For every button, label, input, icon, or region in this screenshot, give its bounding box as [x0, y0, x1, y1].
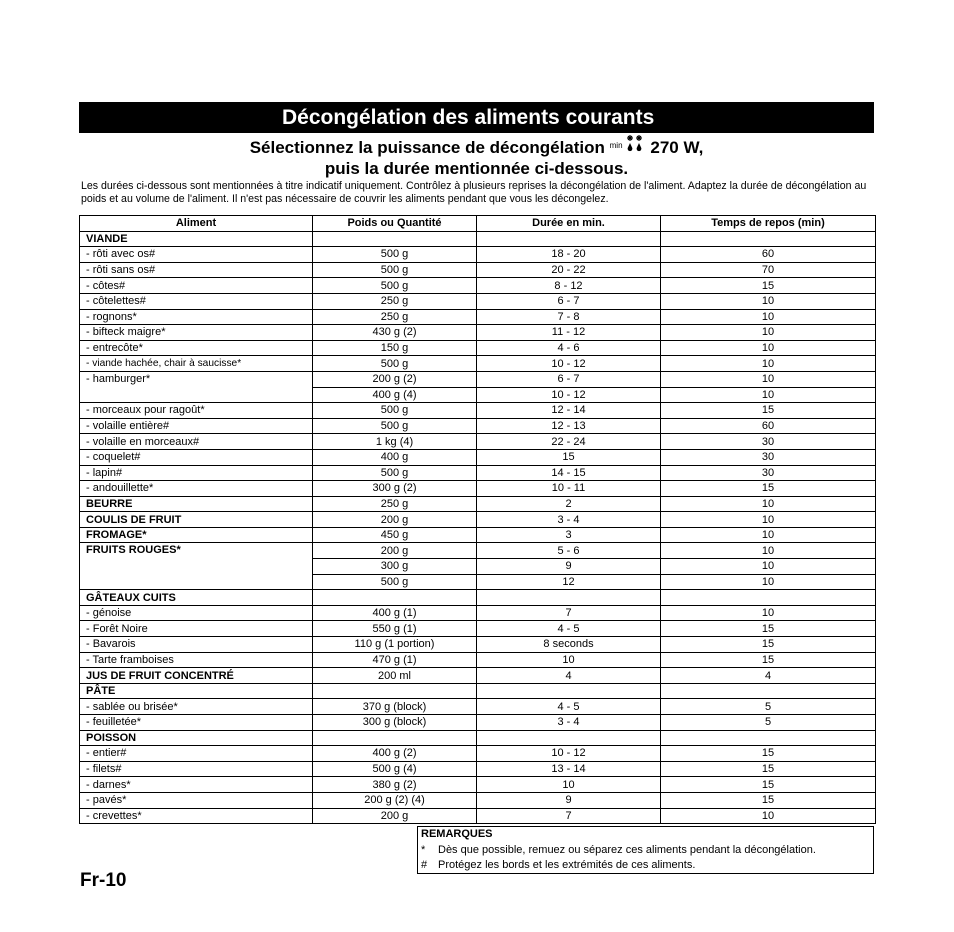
cell-quantity: 200 ml: [313, 668, 477, 684]
cell-quantity: [313, 231, 477, 247]
cell-food: - côtes#: [80, 278, 313, 294]
cell-food: - coquelet#: [80, 449, 313, 465]
cell-quantity: 370 g (block): [313, 699, 477, 715]
cell-quantity: 110 g (1 portion): [313, 637, 477, 653]
cell-food: - Forêt Noire: [80, 621, 313, 637]
table-row: [80, 792, 876, 808]
cell-duration: 4 - 6: [477, 340, 661, 356]
cell-quantity: 450 g: [313, 527, 477, 543]
cell-quantity: 500 g (4): [313, 761, 477, 777]
table-row: [80, 652, 876, 668]
table-row: [80, 699, 876, 715]
cell-duration: 14 - 15: [477, 465, 661, 481]
cell-rest: 60: [661, 247, 876, 263]
table-row: [80, 231, 876, 247]
cell-food: - génoise: [80, 605, 313, 621]
cell-duration: 9: [477, 559, 661, 575]
cell-rest: 10: [661, 559, 876, 575]
cell-rest: 10: [661, 387, 876, 403]
cell-food: - entrecôte*: [80, 340, 313, 356]
cell-duration: 9: [477, 792, 661, 808]
note-item: [421, 858, 870, 874]
defrost-table: [79, 215, 876, 824]
cell-duration: 11 - 12: [477, 325, 661, 341]
cell-quantity: 200 g: [313, 808, 477, 824]
note-text: Protégez les bords et les extrémités de ces aliments.: [438, 859, 696, 871]
table-row: [80, 293, 876, 309]
cell-quantity: 430 g (2): [313, 325, 477, 341]
cell-food: - hamburger*: [80, 371, 313, 402]
cell-duration: 12 - 13: [477, 418, 661, 434]
table-row: [80, 668, 876, 684]
table-row: [80, 356, 876, 372]
cell-rest: 10: [661, 496, 876, 512]
cell-rest: 15: [661, 637, 876, 653]
cell-duration: 6 - 7: [477, 293, 661, 309]
cell-duration: 10 - 12: [477, 746, 661, 762]
cell-duration: 3 - 4: [477, 715, 661, 731]
table-row: [80, 761, 876, 777]
cell-duration: 4 - 5: [477, 621, 661, 637]
cell-rest: 30: [661, 465, 876, 481]
notes-heading: REMARQUES: [421, 828, 493, 840]
cell-rest: 10: [661, 325, 876, 341]
cell-duration: 10 - 11: [477, 481, 661, 497]
table-row: [80, 418, 876, 434]
table-row: [80, 403, 876, 419]
cell-rest: [661, 683, 876, 699]
cell-food: - andouillette*: [80, 481, 313, 497]
cell-duration: 7: [477, 605, 661, 621]
cell-food: PÂTE: [80, 683, 313, 699]
cell-rest: 10: [661, 605, 876, 621]
cell-food: COULIS DE FRUIT: [80, 512, 313, 528]
cell-quantity: 400 g (1): [313, 605, 477, 621]
cell-quantity: 470 g (1): [313, 652, 477, 668]
column-header-quantity: Poids ou Quantité: [313, 216, 477, 232]
cell-rest: 15: [661, 621, 876, 637]
cell-quantity: 200 g (2) (4): [313, 792, 477, 808]
note-symbol: *: [421, 843, 426, 856]
cell-food: - Bavarois: [80, 637, 313, 653]
table-row: [80, 777, 876, 793]
cell-quantity: [313, 590, 477, 606]
cell-duration: [477, 231, 661, 247]
cell-food: - darnes*: [80, 777, 313, 793]
table-row: [80, 496, 876, 512]
cell-duration: 7: [477, 808, 661, 824]
cell-duration: 10: [477, 777, 661, 793]
cell-duration: 6 - 7: [477, 371, 661, 387]
cell-quantity: 500 g: [313, 465, 477, 481]
cell-duration: 10 - 12: [477, 356, 661, 372]
table-row: [80, 730, 876, 746]
table-row: [80, 247, 876, 263]
cell-rest: 15: [661, 792, 876, 808]
cell-food: - côtelettes#: [80, 293, 313, 309]
cell-quantity: 500 g: [313, 247, 477, 263]
subtitle: [79, 137, 874, 179]
cell-quantity: 200 g: [313, 512, 477, 528]
cell-rest: 10: [661, 574, 876, 590]
cell-rest: 10: [661, 543, 876, 559]
cell-food: JUS DE FRUIT CONCENTRÉ: [80, 668, 313, 684]
table-row: [80, 512, 876, 528]
cell-rest: 10: [661, 293, 876, 309]
notes-box: [417, 826, 874, 874]
cell-quantity: 250 g: [313, 293, 477, 309]
cell-rest: 70: [661, 262, 876, 278]
subtitle-power-value: 270 W,: [650, 138, 704, 157]
cell-quantity: 300 g: [313, 559, 477, 575]
cell-duration: 12: [477, 574, 661, 590]
cell-duration: 7 - 8: [477, 309, 661, 325]
cell-rest: 15: [661, 481, 876, 497]
cell-rest: 15: [661, 746, 876, 762]
cell-quantity: 250 g: [313, 309, 477, 325]
cell-duration: 5 - 6: [477, 543, 661, 559]
cell-food: - viande hachée, chair à saucisse*: [80, 356, 313, 372]
snowflake-drops-icon: [610, 137, 646, 155]
note-text: Dès que possible, remuez ou séparez ces aliments pendant la décongélation.: [438, 843, 816, 856]
cell-duration: 18 - 20: [477, 247, 661, 263]
table-row: [80, 527, 876, 543]
table-row: [80, 371, 876, 387]
cell-food: - volaille en morceaux#: [80, 434, 313, 450]
table-row: [80, 808, 876, 824]
cell-rest: 15: [661, 761, 876, 777]
cell-food: POISSON: [80, 730, 313, 746]
cell-food: - entier#: [80, 746, 313, 762]
table-row: [80, 434, 876, 450]
cell-rest: 10: [661, 512, 876, 528]
table-row: [80, 746, 876, 762]
column-header-rest: Temps de repos (min): [661, 216, 876, 232]
table-row: [80, 715, 876, 731]
cell-rest: 10: [661, 340, 876, 356]
table-row: [80, 543, 876, 559]
cell-rest: 10: [661, 356, 876, 372]
cell-food: - crevettes*: [80, 808, 313, 824]
cell-food: - lapin#: [80, 465, 313, 481]
page-number: Fr-10: [80, 870, 127, 891]
table-row: [80, 262, 876, 278]
cell-duration: 8 - 12: [477, 278, 661, 294]
cell-food: - volaille entière#: [80, 418, 313, 434]
cell-food: - sablée ou brisée*: [80, 699, 313, 715]
cell-duration: 8 seconds: [477, 637, 661, 653]
cell-quantity: 200 g: [313, 543, 477, 559]
cell-quantity: 500 g: [313, 356, 477, 372]
cell-quantity: 500 g: [313, 418, 477, 434]
cell-food: - Tarte framboises: [80, 652, 313, 668]
cell-rest: 10: [661, 808, 876, 824]
cell-rest: 15: [661, 777, 876, 793]
cell-quantity: 300 g (2): [313, 481, 477, 497]
cell-food: - filets#: [80, 761, 313, 777]
subtitle-line-2: puis la durée mentionnée ci-dessous.: [324, 159, 629, 178]
cell-rest: 10: [661, 309, 876, 325]
cell-food: - rognons*: [80, 309, 313, 325]
cell-food: - morceaux pour ragoût*: [80, 403, 313, 419]
cell-food: FRUITS ROUGES*: [80, 543, 313, 590]
cell-duration: 15: [477, 449, 661, 465]
cell-duration: 22 - 24: [477, 434, 661, 450]
cell-quantity: 400 g: [313, 449, 477, 465]
cell-rest: [661, 730, 876, 746]
cell-food: - rôti avec os#: [80, 247, 313, 263]
cell-rest: 10: [661, 371, 876, 387]
cell-duration: 2: [477, 496, 661, 512]
intro-paragraph: Les durées ci-dessous sont mentionnées à titre indicatif uniquement. Contrôlez à plusieurs reprises la décongélation de l'aliment. Adaptez la durée de décongélation au poids et au volume de l'aliment. Il n'est pas nécessaire de couvrir les aliments pendant que vous les décongelez.: [81, 180, 867, 205]
cell-rest: 4: [661, 668, 876, 684]
cell-duration: [477, 590, 661, 606]
cell-quantity: 400 g (4): [313, 387, 477, 403]
cell-food: GÂTEAUX CUITS: [80, 590, 313, 606]
cell-duration: 10: [477, 652, 661, 668]
cell-duration: [477, 683, 661, 699]
cell-food: - feuilletée*: [80, 715, 313, 731]
cell-quantity: 200 g (2): [313, 371, 477, 387]
cell-quantity: 150 g: [313, 340, 477, 356]
cell-duration: 3 - 4: [477, 512, 661, 528]
cell-quantity: 1 kg (4): [313, 434, 477, 450]
note-symbol: #: [421, 859, 428, 871]
cell-quantity: 250 g: [313, 496, 477, 512]
cell-quantity: 500 g: [313, 278, 477, 294]
table-row: [80, 605, 876, 621]
note-item: [421, 843, 870, 859]
table-row: [80, 621, 876, 637]
table-header-row: [80, 216, 876, 232]
cell-rest: [661, 231, 876, 247]
table-row: [80, 278, 876, 294]
cell-food: - rôti sans os#: [80, 262, 313, 278]
cell-duration: [477, 730, 661, 746]
table-row: [80, 465, 876, 481]
table-row: [80, 340, 876, 356]
table-row: [80, 309, 876, 325]
cell-food: - bifteck maigre*: [80, 325, 313, 341]
cell-food: VIANDE: [80, 231, 313, 247]
page-title: Décongélation des aliments courants: [79, 102, 874, 133]
cell-rest: 15: [661, 403, 876, 419]
table-row: [80, 481, 876, 497]
cell-quantity: [313, 730, 477, 746]
cell-quantity: 380 g (2): [313, 777, 477, 793]
cell-rest: 15: [661, 652, 876, 668]
cell-rest: 60: [661, 418, 876, 434]
table-row: [80, 325, 876, 341]
cell-food: FROMAGE*: [80, 527, 313, 543]
cell-rest: [661, 590, 876, 606]
cell-rest: 5: [661, 699, 876, 715]
cell-rest: 10: [661, 527, 876, 543]
cell-duration: 12 - 14: [477, 403, 661, 419]
cell-food: BEURRE: [80, 496, 313, 512]
cell-quantity: 550 g (1): [313, 621, 477, 637]
column-header-duration: Durée en min.: [477, 216, 661, 232]
subtitle-text: Sélectionnez la puissance de décongélation: [249, 138, 605, 157]
table-row: [80, 449, 876, 465]
cell-rest: 5: [661, 715, 876, 731]
table-row: [80, 683, 876, 699]
cell-duration: 10 - 12: [477, 387, 661, 403]
cell-food: - pavés*: [80, 792, 313, 808]
table-row: [80, 590, 876, 606]
cell-quantity: 500 g: [313, 403, 477, 419]
cell-rest: 15: [661, 278, 876, 294]
cell-duration: 20 - 22: [477, 262, 661, 278]
cell-quantity: 300 g (block): [313, 715, 477, 731]
cell-duration: 4 - 5: [477, 699, 661, 715]
column-header-aliment: Aliment: [80, 216, 313, 232]
power-icon-label: min: [609, 141, 623, 150]
table-row: [80, 637, 876, 653]
cell-duration: 13 - 14: [477, 761, 661, 777]
cell-duration: 4: [477, 668, 661, 684]
cell-quantity: [313, 683, 477, 699]
cell-rest: 30: [661, 434, 876, 450]
cell-duration: 3: [477, 527, 661, 543]
cell-quantity: 400 g (2): [313, 746, 477, 762]
cell-quantity: 500 g: [313, 262, 477, 278]
cell-rest: 30: [661, 449, 876, 465]
cell-quantity: 500 g: [313, 574, 477, 590]
subtitle-line-1: [79, 137, 874, 158]
